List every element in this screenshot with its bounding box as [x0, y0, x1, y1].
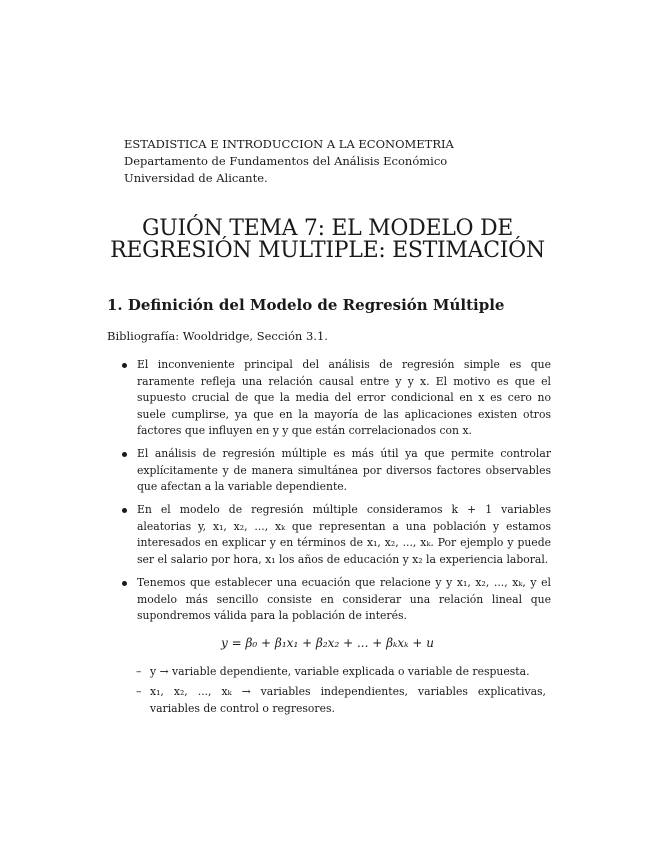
department-name: Departamento de Fundamentos del Análisis Económico: [124, 154, 448, 168]
bullet-dot-icon: [122, 363, 127, 368]
bullet-text: En el modelo de regresión múltiple consideramos k + 1 variables aleatorias y, x₁, x₂, ..., xₖ que representan a una población y estamos interesados en explicar y en términos de x₁, x₂, ..., xₖ. Por ejemplo y puede ser el salario por hora, x₁ los años de educación y x₂ la experiencia laboral.: [137, 503, 551, 566]
sub-item-text: x₁, x₂, ..., xₖ → variables independientes, variables explicativas, variables de control o regresores.: [150, 685, 546, 715]
bullet-item: [137, 357, 551, 440]
title-line-1: GUIÓN TEMA 7: EL MODELO DE: [141, 216, 514, 241]
section-heading: 1. Definición del Modelo de Regresión Múltiple: [107, 296, 505, 314]
bullet-dot-icon: [122, 508, 127, 513]
bullet-text: El inconveniente principal del análisis de regresión simple es que raramente refleja una relación causal entre y y x. El motivo es que el supuesto crucial de que la media del error condicional en x es cero no suele cumplirse, ya que en la mayoría de las aplicaciones existen otros factores que influyen en y y que están correlacionados con x.: [137, 358, 551, 437]
bullet-dot-icon: [122, 581, 127, 586]
dash-icon: –: [136, 665, 142, 678]
dash-icon: –: [136, 685, 142, 698]
sub-list-item: [136, 684, 546, 717]
bibliography-line: Bibliografía: Wooldridge, Sección 3.1.: [107, 329, 328, 343]
sub-item-text: y → variable dependiente, variable explicada o variable de respuesta.: [150, 665, 530, 678]
bullet-text: El análisis de regresión múltiple es más útil ya que permite controlar explícitamente y de manera simultánea por diversos factores observables que afectan a la variable dependiente.: [137, 447, 551, 493]
course-title: ESTADISTICA E INTRODUCCION A LA ECONOMETRIA: [124, 137, 454, 151]
bullet-item: [137, 575, 551, 625]
bullet-item: [137, 446, 551, 496]
bullet-dot-icon: [122, 452, 127, 457]
document-header: [124, 136, 454, 187]
regression-equation: y = β₀ + β₁x₁ + β₂x₂ + ... + βₖxₖ + u: [221, 636, 434, 650]
bullet-text: Tenemos que establecer una ecuación que relacione y y x₁, x₂, ..., xₖ, y el modelo más sencillo consiste en considerar una relación lineal que supondremos válida para la población de interés.: [137, 576, 551, 622]
document-title: [60, 218, 595, 262]
sub-list-item: [136, 664, 546, 681]
title-line-2: REGRESIÓN MULTIPLE: ESTIMACIÓN: [110, 238, 545, 263]
university-name: Universidad de Alicante.: [124, 171, 268, 185]
bullet-item: [137, 502, 551, 568]
